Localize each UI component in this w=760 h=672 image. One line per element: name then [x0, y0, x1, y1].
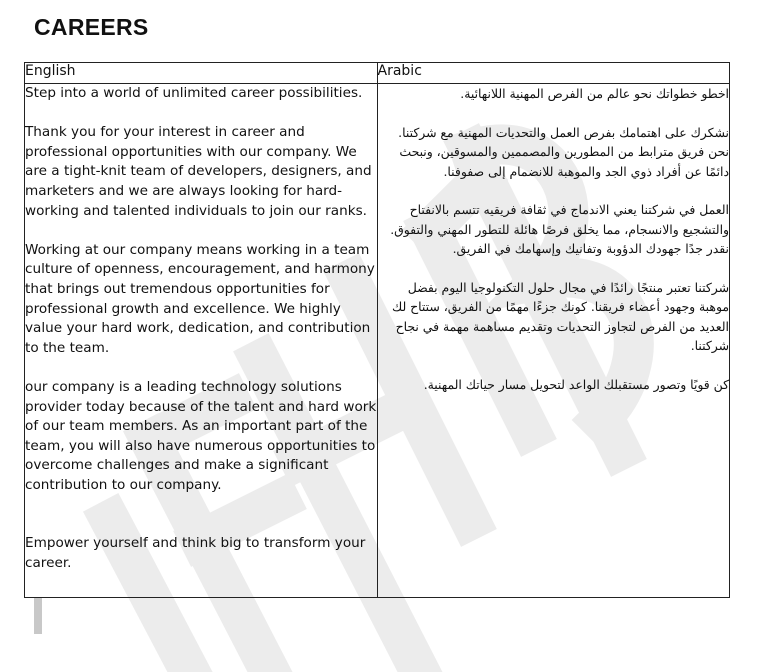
header-english: English	[25, 63, 378, 84]
arabic-paragraph: نشكرك على اهتمامك بفرص العمل والتحديات المهنية مع شركتنا. نحن فريق مترابط من المطورين والمصممين والمسوقين، ونبحث دائمًا عن أفراد ذوي الجد والموهبة للانضمام إلى صفوفنا.	[398, 124, 729, 179]
bilingual-table	[24, 62, 730, 598]
page-title: CAREERS	[34, 14, 149, 40]
arabic-paragraph: العمل في شركتنا يعني الاندماج في ثقافة فريقيه تتسم بالانفتاح والتشجيع والانسجام، مما يخلق فرصًا هائلة للتطور المهني والتفوق. نقدر جدًا جهودك الدؤوبة وتفانيك وإسهامك في الفريق.	[390, 202, 729, 257]
english-cell	[25, 84, 378, 598]
arabic-cell	[377, 84, 730, 598]
english-paragraph: Working at our company means working in a team culture of openness, encouragement, and harmony that brings out tremendous opportunities for professional growth and excellence. We highly value your hard work, dedication, and contribution to the team.	[25, 241, 375, 356]
content-row	[25, 84, 730, 598]
header-row	[25, 63, 730, 84]
english-paragraph: our company is a leading technology solutions provider today because of the talent and hard work of our team members. As an important part of the team, you will also have numerous opportunities to overcome challenges and make a significant contribution to our company.	[25, 378, 377, 493]
arabic-paragraph: شركتنا تعتبر منتجًا رائدًا في مجال حلول التكنولوجيا اليوم بفضل موهبة وجهود أعضاء فريقنا. كونك جزءًا مهمًا من الفريق، ستتاح لك العديد من الفرص لتجاوز التحديات وتقديم مساهمة مهمة في نجاح شركتنا.	[392, 280, 729, 354]
arabic-paragraph: اخطو خطواتك نحو عالم من الفرص المهنية اللانهائية.	[460, 86, 729, 101]
arabic-paragraph: كن قويًا وتصور مستقبلك الواعد لتحويل مسار حياتك المهنية.	[423, 377, 729, 393]
english-paragraph: Step into a world of unlimited career possibilities.	[25, 85, 363, 101]
header-arabic: Arabic	[377, 63, 730, 84]
english-paragraph: Empower yourself and think big to transform your career.	[25, 535, 366, 572]
english-paragraph: Thank you for your interest in career and professional opportunities with our company. We are a tight-knit team of developers, designers, and marketers and we are always looking for hard-working and talented individuals to join our ranks.	[25, 124, 372, 219]
text-cursor-marker	[34, 598, 42, 634]
